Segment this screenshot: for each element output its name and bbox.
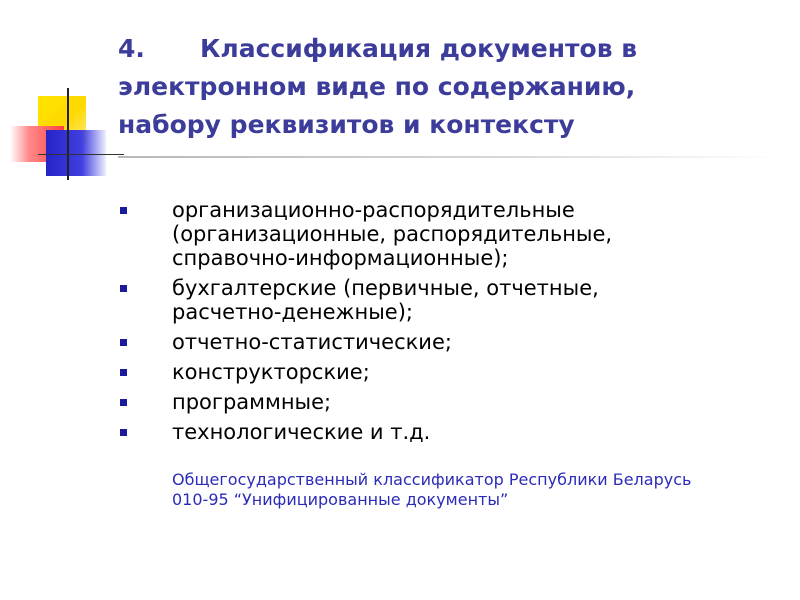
title-divider (118, 156, 778, 158)
list-item-text-line: программные; (172, 390, 332, 414)
list-item (118, 420, 758, 444)
logo-vertical-line (67, 88, 69, 180)
title-line-1: Классификация документов в (200, 34, 638, 63)
title-line-2: электронном виде по содержанию, (118, 72, 636, 101)
list-item-text-line: отчетно-статистические; (172, 330, 452, 354)
slide-title (118, 30, 778, 144)
list-item (118, 198, 758, 270)
decorative-squares-logo (0, 0, 120, 190)
list-item (118, 390, 758, 414)
title-number: 4. (118, 34, 145, 63)
list-item-text-line: бухгалтерские (первичные, отчетные, (172, 276, 599, 300)
classifier-reference-note (172, 470, 772, 510)
square-bullet-icon (120, 429, 127, 436)
title-line-3: набору реквизитов и контексту (118, 110, 575, 139)
square-bullet-icon (120, 339, 127, 346)
square-bullet-icon (120, 285, 127, 292)
list-item (118, 360, 758, 384)
list-item (118, 276, 758, 324)
square-bullet-icon (120, 207, 127, 214)
blue-square-shape (46, 130, 106, 176)
list-item-text-line: расчетно-денежные); (172, 300, 413, 324)
square-bullet-icon (120, 369, 127, 376)
list-item-text-line: технологические и т.д. (172, 420, 431, 444)
square-bullet-icon (120, 399, 127, 406)
list-item-text-line: справочно-информационные); (172, 246, 509, 270)
list-item-text-line: (организационные, распорядительные, (172, 222, 613, 246)
classification-list (118, 198, 758, 450)
note-line-2: 010-95 “Унифицированные документы” (172, 490, 509, 509)
list-item (118, 330, 758, 354)
note-line-1: Общегосударственный классификатор Республики Беларусь (172, 470, 692, 489)
list-item-text-line: организационно-распорядительные (172, 198, 575, 222)
logo-horizontal-line (38, 154, 124, 155)
list-item-text-line: конструкторские; (172, 360, 370, 384)
